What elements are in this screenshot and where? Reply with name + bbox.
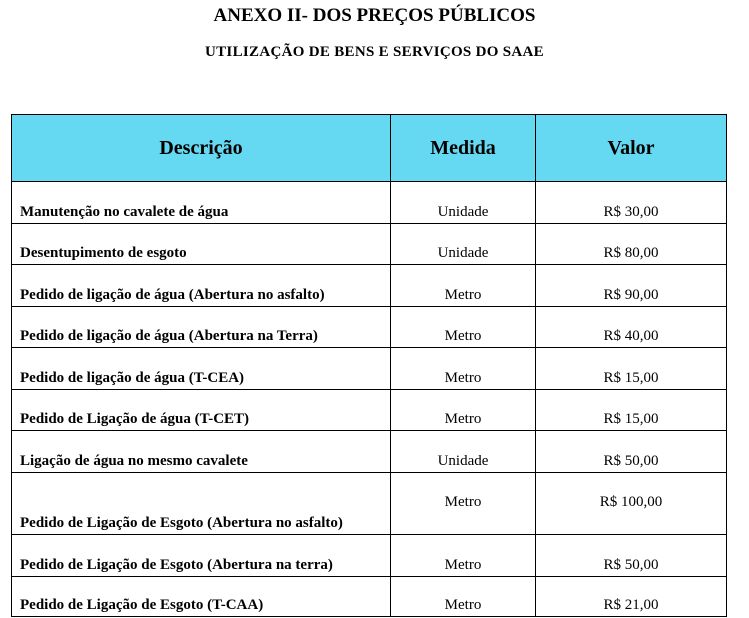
cell-medida: Metro <box>391 473 536 535</box>
table-row <box>12 431 727 473</box>
cell-medida: Metro <box>391 307 536 348</box>
page-title: ANEXO II- DOS PREÇOS PÚBLICOS <box>213 5 536 26</box>
cell-descricao: Pedido de ligação de água (T-CEA) <box>12 348 391 390</box>
cell-valor: R$ 30,00 <box>536 182 727 224</box>
table-row <box>12 348 727 390</box>
column-header-medida: Medida <box>391 115 536 182</box>
table-row <box>12 577 727 617</box>
cell-medida: Unidade <box>391 182 536 224</box>
cell-descricao: Pedido de ligação de água (Abertura no asfalto) <box>12 265 391 307</box>
cell-medida: Metro <box>391 577 536 617</box>
cell-descricao: Manutenção no cavalete de água <box>12 182 391 224</box>
cell-valor: R$ 40,00 <box>536 307 727 348</box>
cell-descricao: Pedido de ligação de água (Abertura na Terra) <box>12 307 391 348</box>
cell-valor: R$ 90,00 <box>536 265 727 307</box>
table-header-row <box>12 115 727 182</box>
cell-descricao: Pedido de Ligação de água (T-CET) <box>12 390 391 431</box>
table-row <box>12 182 727 224</box>
cell-medida: Metro <box>391 390 536 431</box>
table-row <box>12 224 727 265</box>
table-row <box>12 390 727 431</box>
table-row <box>12 265 727 307</box>
cell-valor: R$ 15,00 <box>536 390 727 431</box>
cell-medida: Metro <box>391 348 536 390</box>
column-header-descricao: Descrição <box>12 115 391 182</box>
price-table <box>11 114 727 617</box>
cell-descricao: Desentupimento de esgoto <box>12 224 391 265</box>
cell-valor: R$ 100,00 <box>536 473 727 535</box>
cell-medida: Metro <box>391 535 536 577</box>
cell-valor: R$ 80,00 <box>536 224 727 265</box>
table-row <box>12 535 727 577</box>
column-header-valor: Valor <box>536 115 727 182</box>
cell-descricao: Pedido de Ligação de Esgoto (T-CAA) <box>12 577 391 617</box>
page-subtitle: UTILIZAÇÃO DE BENS E SERVIÇOS DO SAAE <box>205 44 544 60</box>
cell-valor: R$ 50,00 <box>536 431 727 473</box>
cell-descricao: Pedido de Ligação de Esgoto (Abertura no asfalto) <box>12 473 391 535</box>
cell-descricao: Ligação de água no mesmo cavalete <box>12 431 391 473</box>
table-row <box>12 473 727 535</box>
cell-descricao: Pedido de Ligação de Esgoto (Abertura na terra) <box>12 535 391 577</box>
cell-valor: R$ 50,00 <box>536 535 727 577</box>
cell-medida: Unidade <box>391 431 536 473</box>
cell-medida: Metro <box>391 265 536 307</box>
cell-medida: Unidade <box>391 224 536 265</box>
cell-valor: R$ 21,00 <box>536 577 727 617</box>
table-row <box>12 307 727 348</box>
cell-valor: R$ 15,00 <box>536 348 727 390</box>
